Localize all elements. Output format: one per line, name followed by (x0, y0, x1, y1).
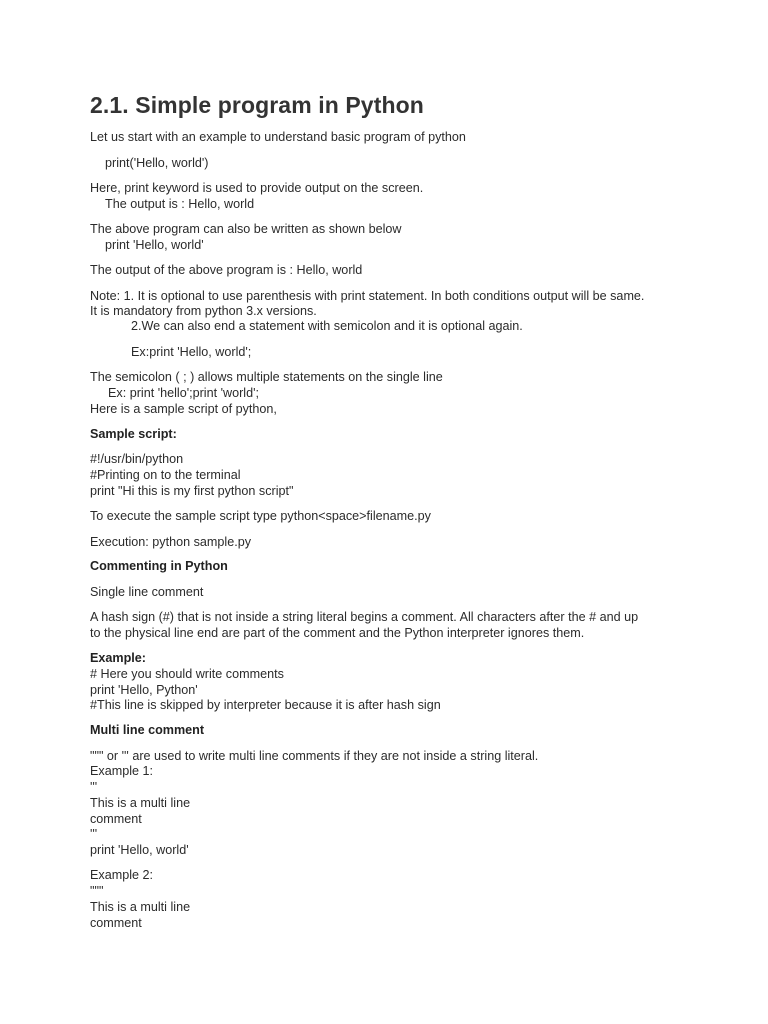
output-line-1: The output is : Hello, world (105, 197, 255, 211)
example-2-line-1: This is a multi line (90, 900, 191, 914)
page-title: 2.1. Simple program in Python (90, 92, 424, 118)
execution-line: Execution: python sample.py (90, 535, 252, 549)
multi-line-description: """ or ''' are used to write multi line comments if they are not inside a string literal. (90, 749, 539, 763)
script-line-1: #!/usr/bin/python (90, 452, 184, 466)
example-heading: Example: (90, 651, 146, 665)
example-1-label: Example 1: (90, 764, 153, 778)
semicolon-example: Ex: print 'hello';print 'world'; (108, 386, 260, 400)
example-2-line-2: comment (90, 916, 142, 930)
single-line-heading: Single line comment (90, 585, 204, 599)
execute-description: To execute the sample script type python<space>filename.py (90, 509, 431, 523)
intro-text: Let us start with an example to understand basic program of python (90, 130, 466, 144)
example-1-print: print 'Hello, world' (90, 843, 189, 857)
multi-line-heading: Multi line comment (90, 723, 205, 737)
example-1-open-quotes: ''' (90, 780, 98, 794)
example-1-close-quotes: ''' (90, 827, 98, 841)
example-1-line-2: comment (90, 812, 142, 826)
note-example: Ex:print 'Hello, world'; (131, 345, 252, 359)
code-hello-alt: print 'Hello, world' (105, 238, 204, 252)
note-line-2: It is mandatory from python 3.x versions. (90, 304, 317, 318)
commenting-heading: Commenting in Python (90, 559, 228, 573)
example-line-3: #This line is skipped by interpreter because it is after hash sign (90, 698, 441, 712)
note-point-2: 2.We can also end a statement with semicolon and it is optional again. (131, 319, 523, 333)
example-2-open-quotes: """ (90, 884, 104, 898)
example-line-1: # Here you should write comments (90, 667, 284, 681)
hash-description-2: to the physical line end are part of the comment and the Python interpreter ignores them. (90, 626, 585, 640)
semicolon-description: The semicolon ( ; ) allows multiple statements on the single line (90, 370, 443, 384)
output-line-2: The output of the above program is : Hello, world (90, 263, 363, 277)
print-description: Here, print keyword is used to provide output on the screen. (90, 181, 424, 195)
code-hello: print('Hello, world') (105, 156, 209, 170)
sample-intro: Here is a sample script of python, (90, 402, 277, 416)
script-line-3: print "Hi this is my first python script" (90, 484, 294, 498)
alt-written-text: The above program can also be written as shown below (90, 222, 402, 236)
example-line-2: print 'Hello, Python' (90, 683, 198, 697)
example-2-label: Example 2: (90, 868, 153, 882)
example-1-line-1: This is a multi line (90, 796, 191, 810)
script-line-2: #Printing on to the terminal (90, 468, 241, 482)
hash-description-1: A hash sign (#) that is not inside a string literal begins a comment. All characters after the # and up (90, 610, 639, 624)
note-line-1: Note: 1. It is optional to use parenthesis with print statement. In both conditions output will be same. (90, 289, 645, 303)
sample-script-heading: Sample script: (90, 427, 177, 441)
